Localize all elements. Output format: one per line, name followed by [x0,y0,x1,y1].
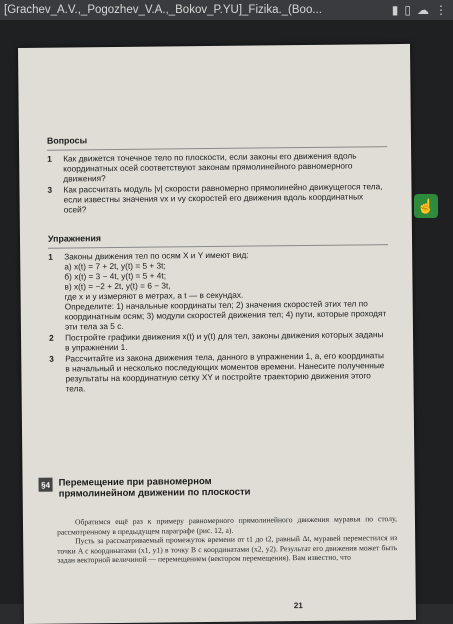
exercise-item [49,350,389,394]
page-content [47,132,390,395]
equation-b: б) x(t) = 3 − 4t, y(t) = 5 + 4t; [64,270,167,282]
exercise-text: Рассчитайте из закона движения тела, данного в упражнении 1, a, его координаты в начальный и несколько последующих моментов времени. Нанесите полученные результаты на координатную сетку XY и постройте траекторию движения этого тела. [65,350,385,394]
question-number: 3 [47,184,53,195]
exercise-intro: Законы движения тел по осям X и Y имеют вид: [64,249,249,262]
cloud-icon[interactable]: ☁ [417,3,429,17]
section-body [57,514,397,565]
section-title: Перемещение при равномерном прямолинейном движении по плоскости [58,475,251,500]
equation-a: а) x(t) = 7 + 2t, y(t) = 5 + 3t; [64,260,166,272]
section-4-header [39,475,279,500]
exercise-task: Определите: 1) начальные координаты тел; 2) значения скоростей этих тел по координатным осям; 3) модули скоростей движения тел; 4) пути, которые проходят эти тела за 5 с. [64,298,387,332]
question-item [47,181,387,215]
exercise-text: Постройте графики движения x(t) и y(t) для тел, законы движения которых заданы в упражнении 1. [64,329,384,353]
question-item [47,150,387,184]
toolbar-icons [386,3,453,17]
paragraph-2: Пусть за рассматриваемый промежуток времени от t1 до t2, равный Δt, муравей переместился из точки A с координатами (x1, y1) в точку B с координатами (x2, y2). Результат его движения может быть задан векторной величиной — перемещением (вектором перемещения). Вам известно, что [57,533,398,565]
equation-c: в) x(t) = −2 + 2t, y(t) = 6 − 3t, [64,280,171,292]
exercise-units: где x и y измеряют в метрах, a t — в секундах. [64,289,244,302]
document-viewer[interactable] [0,20,453,611]
section-badge: §4 [39,478,53,492]
bookmark-icon[interactable]: ▮ [391,3,399,17]
window-title: [Grachev_A.V.,_Pogozhev_V.A.,_Bokov_P.YU]_Fizika._(Boo... [4,4,322,16]
page-icon[interactable]: ▯ [404,3,411,17]
exercise-number: 3 [49,353,54,364]
hand-pointer-icon[interactable]: ☝ [414,194,438,218]
window-titlebar [0,0,453,20]
exercise-number: 2 [48,332,54,343]
question-number: 1 [47,153,52,164]
exercise-item [48,248,389,332]
paragraph-1: Обратимся ещё раз к примеру равномерного прямолинейного движения муравья по столу, рассмотренному в предыдущем параграфе (рис. 12, а). [57,514,397,537]
page-number: 21 [293,601,303,611]
exercise-number: 1 [48,251,53,262]
exercises-heading: Упражнения [47,233,102,244]
menu-icon[interactable]: ⋮ [435,3,447,17]
book-page [18,44,416,624]
questions-heading: Вопросы [46,135,88,146]
question-text: Как движется точечное тело по плоскости, если законы его движения вдоль координатных осей соответствуют законам прямолинейного равномерного движения? [63,150,357,184]
exercise-item [49,329,389,353]
question-text: Как рассчитать модуль |v| скорости равномерно прямолинейно движущегося тела, если известны значения vx и vy скоростей его движения вдоль координатных осей? [63,181,383,215]
